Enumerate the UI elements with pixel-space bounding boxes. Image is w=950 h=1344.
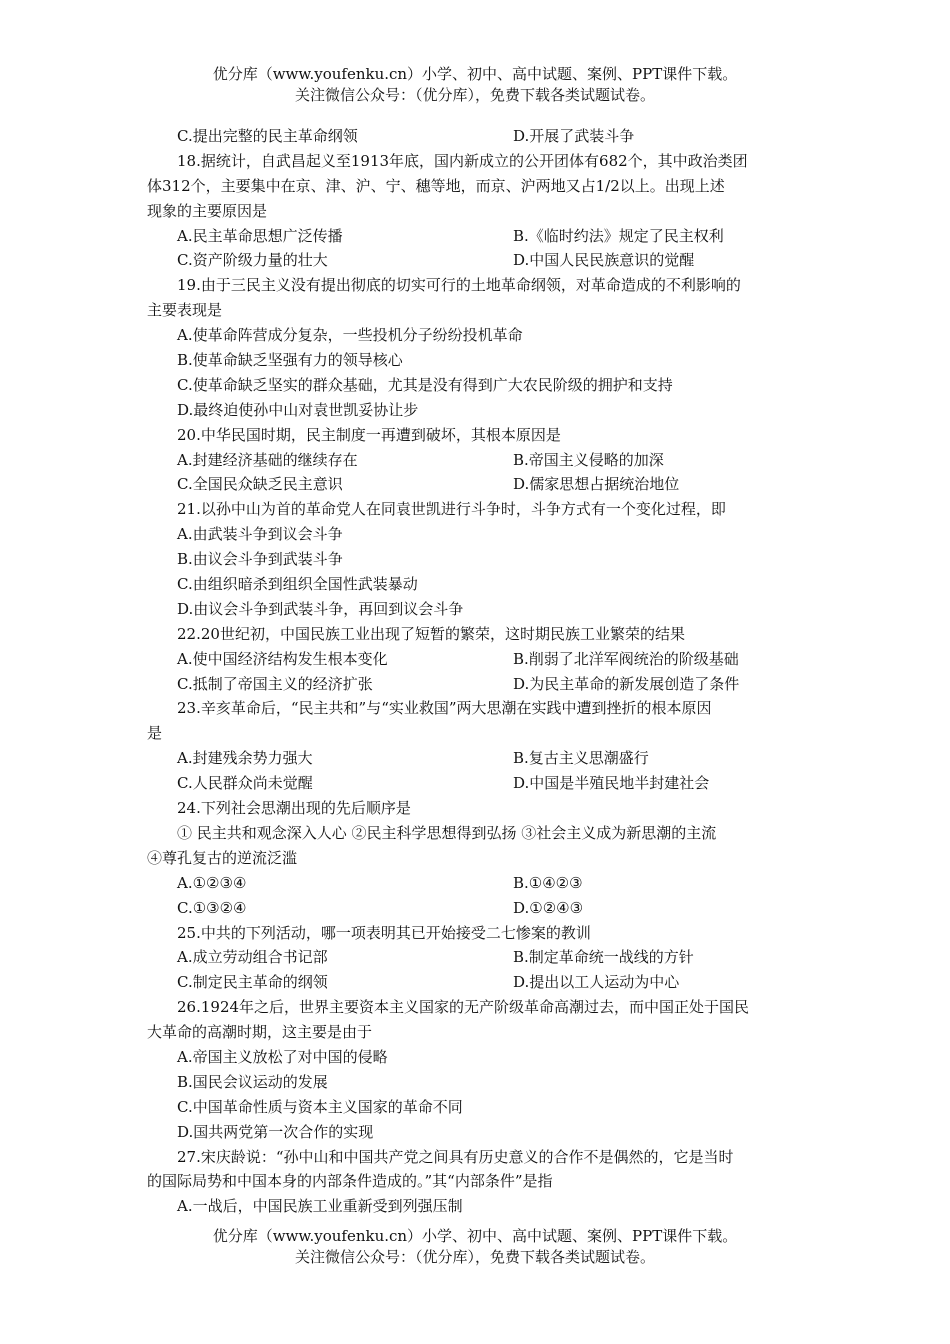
q19-option-a: A.使革命阵营成分复杂，一些投机分子纷纷投机革命	[177, 326, 523, 345]
q23-option-c: C.人民群众尚未觉醒	[177, 774, 313, 793]
q26-option-d: D.国共两党第一次合作的实现	[177, 1122, 374, 1141]
exam-content	[147, 124, 807, 1219]
q18-stem-line-2: 体312个，主要集中在京、津、沪、宁、穗等地，而京、沪两地又占1/2以上。出现上述	[147, 176, 725, 195]
q23-options-cd	[147, 771, 807, 796]
q21-option-c: C.由组织暗杀到组织全国性武装暴动	[177, 575, 418, 594]
q22-options-ab	[147, 647, 807, 672]
q22-stem: 22.20世纪初，中国民族工业出现了短暂的繁荣，这时期民族工业繁荣的结果	[177, 624, 685, 643]
q23-option-b: B.复古主义思潮盛行	[513, 749, 649, 768]
q18-options-ab	[147, 224, 807, 249]
q20-option-c: C.全国民众缺乏民主意识	[177, 475, 343, 494]
q27-stem-line-2: 的国际局势和中国本身的内部条件造成的。”其“内部条件”是指	[147, 1172, 553, 1191]
q24-items-line-2: ④尊孔复古的逆流泛滥	[147, 848, 298, 867]
q19-option-b: B.使革命缺乏坚强有力的领导核心	[177, 351, 403, 370]
q23-option-d: D.中国是半殖民地半封建社会	[513, 774, 710, 793]
q21-option-d: D.由议会斗争到武装斗争，再回到议会斗争	[177, 599, 464, 618]
q26-stem-line-2: 大革命的高潮时期，这主要是由于	[147, 1023, 373, 1042]
q26-stem-line-1: 26.1924年之后，世界主要资本主义国家的无产阶级革命高潮过去，而中国正处于国民	[177, 998, 750, 1017]
q25-option-d: D.提出以工人运动为中心	[513, 973, 680, 992]
q21-stem: 21.以孙中山为首的革命党人在同袁世凯进行斗争时，斗争方式有一个变化过程，即	[177, 500, 726, 519]
q24-items-line-1: ① 民主共和观念深入人心 ②民主科学思想得到弘扬 ③社会主义成为新思潮的主流	[177, 823, 717, 842]
q22-option-a: A.使中国经济结构发生根本变化	[177, 649, 388, 668]
q19-option-c: C.使革命缺乏坚实的群众基础，尤其是没有得到广大农民阶级的拥护和支持	[177, 375, 673, 394]
q25-options-cd	[147, 970, 807, 995]
q20-option-a: A.封建经济基础的继续存在	[177, 450, 358, 469]
q22-option-d: D.为民主革命的新发展创造了条件	[513, 674, 740, 693]
q19-option-d: D.最终迫使孙中山对袁世凯妥协让步	[177, 400, 419, 419]
q20-option-d: D.儒家思想占据统治地位	[513, 475, 680, 494]
q18-option-a: A.民主革命思想广泛传播	[177, 226, 343, 245]
header-line-2: 关注微信公众号：（优分库），免费下载各类试题试卷。	[294, 86, 655, 104]
q25-option-c: C.制定民主革命的纲领	[177, 973, 328, 992]
q26-option-c: C.中国革命性质与资本主义国家的革命不同	[177, 1097, 463, 1116]
header-line-1: 优分库（www.youfenku.cn）小学、初中、高中试题、案例、PPT课件下载。	[212, 65, 738, 83]
q27-stem-line-1: 27.宋庆龄说：“孙中山和中国共产党之间具有历史意义的合作不是偶然的，它是当时	[177, 1147, 734, 1166]
q19-stem-line-1: 19.由于三民主义没有提出彻底的切实可行的土地革命纲领，对革命造成的不利影响的	[177, 276, 741, 295]
q21-option-a: A.由武装斗争到议会斗争	[177, 525, 343, 544]
page-footer	[0, 1226, 950, 1268]
q24-options-ab	[147, 871, 807, 896]
q24-option-d: D.①②④③	[513, 898, 584, 917]
q23-options-ab	[147, 746, 807, 771]
q23-option-a: A.封建残余势力强大	[177, 749, 313, 768]
footer-line-2: 关注微信公众号：（优分库），免费下载各类试题试卷。	[294, 1248, 655, 1266]
q26-option-a: A.帝国主义放松了对中国的侵略	[177, 1047, 388, 1066]
q22-option-b: B.削弱了北洋军阀统治的阶级基础	[513, 649, 739, 668]
q25-options-ab	[147, 945, 807, 970]
q25-stem: 25.中共的下列活动，哪一项表明其已开始接受二七惨案的教训	[177, 923, 591, 942]
q18-stem-line-1: 18.据统计，自武昌起义至1913年底，国内新成立的公开团体有682个，其中政治类团	[177, 151, 748, 170]
footer-line-1: 优分库（www.youfenku.cn）小学、初中、高中试题、案例、PPT课件下载。	[212, 1227, 738, 1245]
q27-option-a: A.一战后，中国民族工业重新受到列强压制	[177, 1197, 463, 1216]
q22-options-cd	[147, 672, 807, 697]
q20-options-ab	[147, 448, 807, 473]
q21-option-b: B.由议会斗争到武装斗争	[177, 550, 343, 569]
q18-option-b: B.《临时约法》规定了民主权利	[513, 226, 724, 245]
q18-options-cd	[147, 248, 807, 273]
q26-option-b: B.国民会议运动的发展	[177, 1072, 328, 1091]
q25-option-a: A.成立劳动组合书记部	[177, 948, 328, 967]
q18-stem-line-3: 现象的主要原因是	[147, 201, 268, 220]
q17-options-cd	[147, 124, 807, 149]
q24-stem: 24.下列社会思潮出现的先后顺序是	[177, 799, 411, 818]
q20-options-cd	[147, 472, 807, 497]
q24-options-cd	[147, 896, 807, 921]
q20-option-b: B.帝国主义侵略的加深	[513, 450, 664, 469]
q17-option-c: C.提出完整的民主革命纲领	[177, 127, 358, 145]
q18-option-d: D.中国人民民族意识的觉醒	[513, 251, 695, 270]
q25-option-b: B.制定革命统一战线的方针	[513, 948, 694, 967]
q24-option-a: A.①②③④	[177, 873, 247, 892]
q23-stem-line-2: 是	[147, 724, 163, 743]
q22-option-c: C.抵制了帝国主义的经济扩张	[177, 674, 373, 693]
q17-option-d: D.开展了武装斗争	[513, 127, 635, 145]
q18-option-c: C.资产阶级力量的壮大	[177, 251, 328, 270]
q19-stem-line-2: 主要表现是	[147, 301, 223, 320]
page-header	[0, 64, 950, 106]
q24-option-b: B.①④②③	[513, 873, 583, 892]
q24-option-c: C.①③②④	[177, 898, 247, 917]
q23-stem-line-1: 23.辛亥革命后，“民主共和”与“实业救国”两大思潮在实践中遭到挫折的根本原因	[177, 699, 712, 718]
q20-stem: 20.中华民国时期，民主制度一再遭到破坏，其根本原因是	[177, 425, 561, 444]
